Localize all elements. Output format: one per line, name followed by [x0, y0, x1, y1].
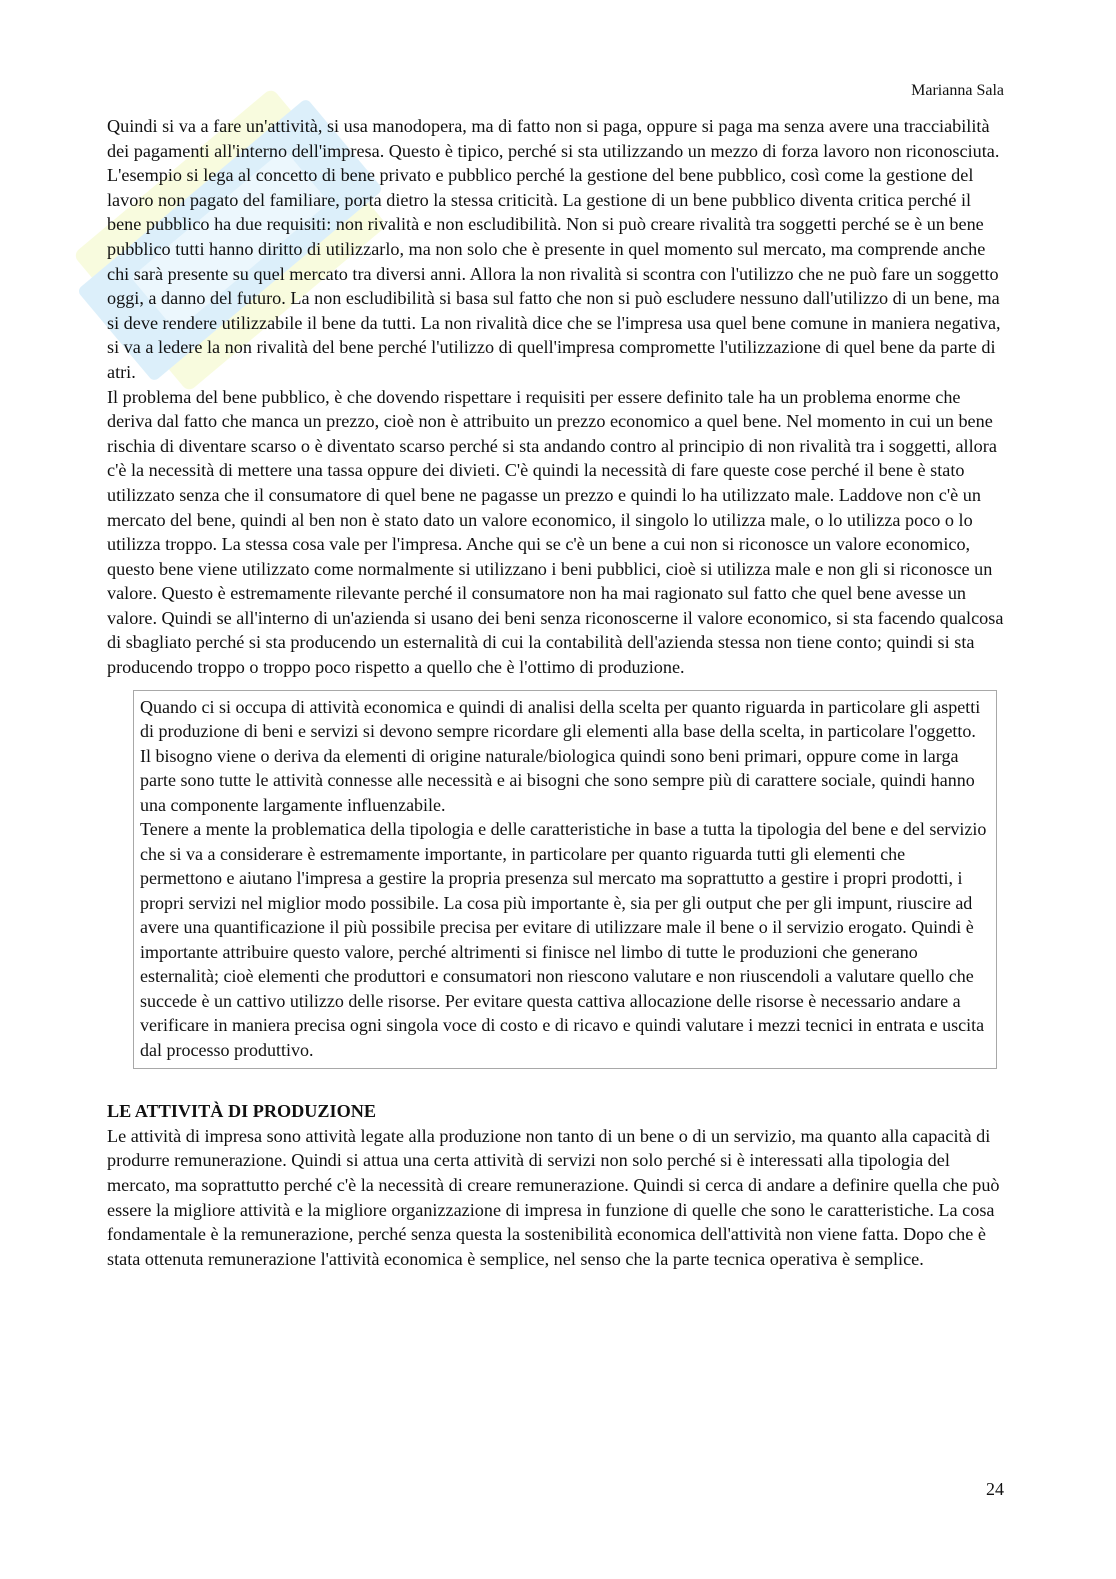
box-paragraph: Tenere a mente la problematica della tipologia e delle caratteristiche in base a tutta la tipologia del bene e del servizio che si va a considerare è estremamente importante, in particolare per quanto riguarda tutti gli elementi che permettono e aiutano l'impresa a gestire la propria presenza sul mercato ma soprattutto a gestire i propri prodotti, i propri servizi nel miglior modo possibile. La cosa più importante è, sia per gli output che per gli impunt, riuscire ad avere una quantificazione il più possibile precisa per evitare di utilizzare male il bene o il servizio erogato. Quindi è importante attribuire questo valore, perché altrimenti si finisce nel limbo di tutte le produzioni che generano esternalità; cioè elementi che produttori e consumatori non riescono valutare e non riuscendoli a valutare quello che succede è un cattivo utilizzo delle risorse. Per evitare questa cattiva allocazione delle risorse è necessario andare a verificare in maniera precisa ogni singola voce di costo e di ricavo e quindi valutare i mezzi tecnici in entrata e uscita dal processo produttivo.: [140, 819, 987, 1060]
header-author: Marianna Sala: [911, 82, 1004, 99]
box-paragraph: Quando ci si occupa di attività economica e quindi di analisi della scelta per quanto riguarda in particolare gli aspetti di produzione di beni e servizi si devono sempre ricordare gli elementi alla base della scelta, in particolare l'oggetto. Il bisogno viene o deriva da elementi di origine naturale/biologica quindi sono beni primari, oppure come in larga parte sono tutte le attività connesse alle necessità e ai bisogni che sono sempre più di carattere sociale, quindi hanno una componente largamente influenzabile.: [140, 696, 981, 815]
section-heading: LE ATTIVITÀ DI PRODUZIONE: [107, 1101, 376, 1122]
page-number: 24: [986, 1479, 1004, 1499]
intro-paragraph: Il problema del bene pubblico, è che dovendo rispettare i requisiti per essere definito tale ha un problema enorme che deriva dal fatto che manca un prezzo, cioè non è attribuito un prezzo economico a quel bene. Nel momento in cui un bene rischia di diventare scarso o è diventato scarso perché si sta andando contro al principio di non rivalità tra i soggetti, allora c'è la necessità di mettere una tassa oppure dei divieti. C'è quindi la necessità di fare queste cose perché il bene è stato utilizzato senza che il consumatore di quel bene ne pagasse un prezzo e quindi lo ha utilizzato male. Laddove non c'è un mercato del bene, quindi al ben non è stato dato un valore economico, il singolo lo utilizza male, o lo utilizza poco o lo utilizza troppo. La stessa cosa vale per l'impresa. Anche qui se c'è un bene a cui non si riconosce un valore economico, questo bene viene utilizzato come normalmente si utilizzano i beni pubblici, cioè si utilizza male e non gli si riconosce un valore. Questo è estremamente rilevante perché il consumatore non ha mai ragionato sul fatto che quel bene avesse un valore. Quindi se all'interno di un'azienda si usano dei beni senza riconoscerne il valore economico, si sta facendo qualcosa di sbagliato perché si sta producendo un esternalità di cui la contabilità dell'azienda stessa non tiene conto; quindi si sta producendo troppo o troppo poco rispetto a quello che è l'ottimo di produzione.: [107, 386, 1004, 678]
page-content: [107, 114, 1007, 1271]
section-paragraph: Le attività di impresa sono attività legate alla produzione non tanto di un bene o di un servizio, ma quanto alla capacità di produrre remunerazione. Quindi si attua una certa attività di servizi non solo perché si è interessati alla tipologia del mercato, ma soprattutto perché c'è la necessità di creare remunerazione. Quindi si cerca di andare a definire quella che può essere la migliore attività e la migliore organizzazione di impresa in funzione di quelle che sono le caratteristiche. La cosa fondamentale è la remunerazione, perché senza questa la sostenibilità economica dell'attività non viene fatta. Dopo che è stata ottenuta remunerazione l'attività economica è semplice, nel senso che la parte tecnica operativa è semplice.: [107, 1125, 1000, 1269]
summary-box: [133, 690, 997, 1070]
intro-paragraph: Quindi si va a fare un'attività, si usa manodopera, ma di fatto non si paga, oppure si paga ma senza avere una tracciabilità dei pagamenti all'interno dell'impresa. Questo è tipico, perché si sta utilizzando un mezzo di forza lavoro non riconosciuta. L'esempio si lega al concetto di bene privato e pubblico perché la gestione del bene pubblico, così come la gestione del lavoro non pagato del familiare, porta dietro la stessa criticità. La gestione di un bene pubblico diventa critica perché il bene pubblico ha due requisiti: non rivalità e non escludibilità. Non si può creare rivalità tra soggetti perché se è un bene pubblico tutti hanno diritto di utilizzarlo, ma non solo che è presente in quel momento sul mercato, ma comprende anche chi sarà presente su quel mercato tra diversi anni. Allora la non rivalità si scontra con l'utilizzo che ne può fare un soggetto oggi, a danno del futuro. La non escludibilità si basa sul fatto che non si può escludere nessuno dall'utilizzo di un bene, ma si deve rendere utilizzabile il bene da tutti. La non rivalità dice che se l'impresa usa quel bene comune in maniera negativa, si va a ledere la non rivalità del bene perché l'utilizzo di quell'impresa compromette l'utilizzazione di quel bene da parte di atri.: [107, 116, 1001, 382]
